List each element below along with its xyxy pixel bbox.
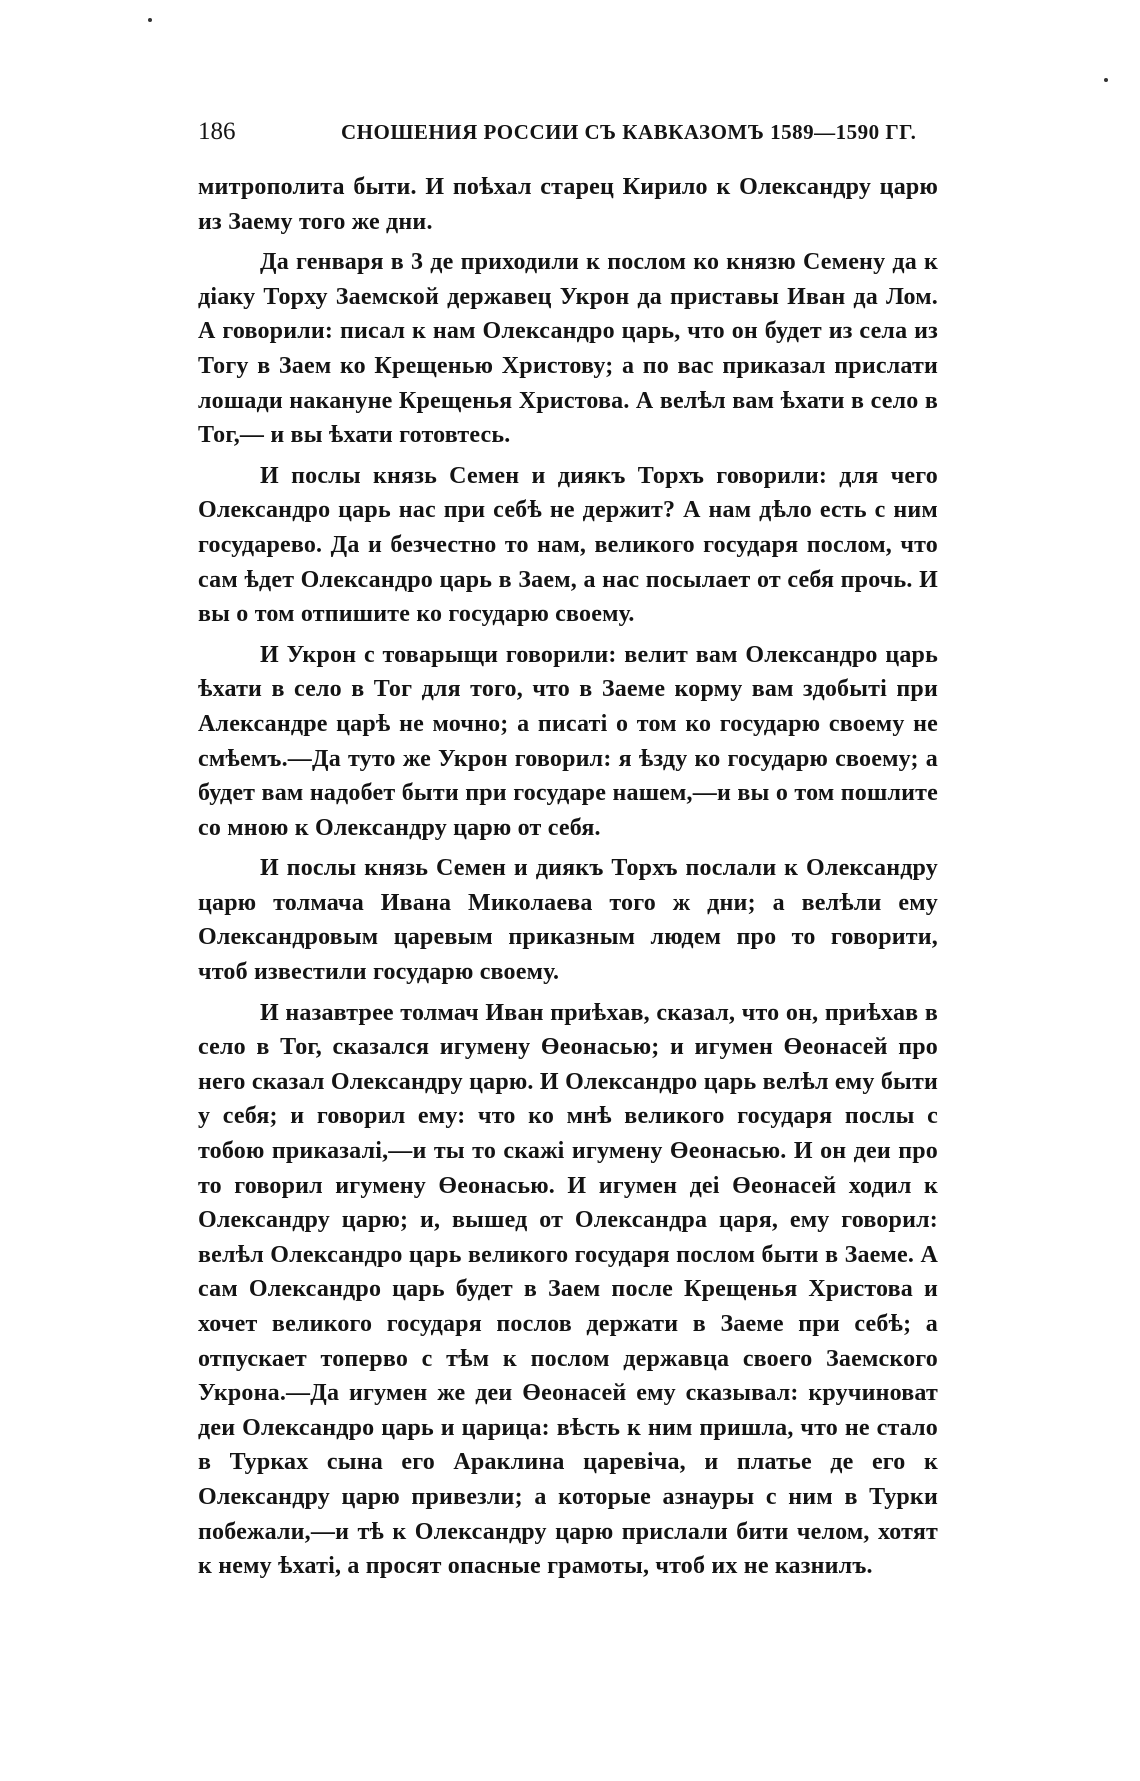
- paragraph: Да генваря в 3 де приходили к послом ко князю Семену да к діаку Торху Заемской державец Укрон да приставы Иван да Лом. А говорили: писал к нам Олександро царь, что он будет из села из Тогу в Заем ко Крещенью Христову; а по вас приказал прислати лошади накануне Крещенья Христова. А велѣл вам ѣхати в село в Тог,— и вы ѣхати готовтесь.: [198, 249, 938, 449]
- scan-speck: [1104, 78, 1108, 82]
- running-title: СНОШЕНИЯ РОССИИ СЪ КАВКАЗОМЪ 1589—1590 ГГ.: [341, 120, 917, 144]
- body-text: [198, 170, 938, 1590]
- paragraph: И послы князь Семен и диякъ Торхъ послали к Олександру царю толмача Ивана Миколаева того ж дни; а велѣли ему Олександровым царевым приказным людем про то говорити, чтоб известили государю своему.: [198, 855, 938, 986]
- paragraph-continuation: митрополита быти. И поѣхал старец Кирило к Олександру царю из Заему того же дни.: [198, 174, 938, 235]
- paragraph: И послы князь Семен и диякъ Торхъ говорили: для чего Олександро царь нас при себѣ не держит? А нам дѣло есть с ним государево. Да и безчестно то нам, великого государя послом, что сам ѣдет Олександро царь в Заем, а нас посылает от себя прочь. И вы о том отпишите ко государю своему.: [198, 462, 938, 628]
- paragraph: И Укрон с товарыщи говорили: велит вам Олександро царь ѣхати в село в Тог для того, что в Заеме корму вам здобыті при Александре царѣ не мочно; а писаті о том ко государю своему не смѣемъ.—Да туто же Укрон говорил: я ѣзду ко государю своему; а будет вам надобет быти при государе нашем,—и вы о том пошлите со мною к Олександру царю от себя.: [198, 641, 938, 841]
- page-header: [198, 118, 917, 154]
- scan-speck: [148, 18, 152, 22]
- page-number: 186: [198, 118, 236, 145]
- paragraph: И назавтрее толмач Иван приѣхав, сказал, что он, приѣхав в село в Тог, сказался игумену Өеонасью; и игумен Өеонасей про него сказал Олександру царю. И Олександро царь велѣл ему быти у себя; и говорил ему: что ко мнѣ великого государя послы с тобою приказалі,—и ты то скажі игумену Өеонасью. И он деи про то говорил игумену Өеонасью. И игумен деі Өеонасей ходил к Олександру царю; и, вышед от Олександра царя, ему говорил: велѣл Олександро царь великого государя послом быти в Заеме. А сам Олександро царь будет в Заем после Крещенья Христова и хочет великого государя послов держати в Заеме при себѣ; а отпускает топерво с тѣм к послом державца своего Заемского Укрона.—Да игумен же деи Өеонасей ему сказывал: кручиноват деи Олександро царь и царица: вѣсть к ним пришла, что не стало в Турках сына его Араклина царевіча, и платье де его к Олександру царю привезли; а которые азнауры с ним в Турки побежали,—и тѣ к Олександру царю прислали бити челом, хотят к нему ѣхаті, а просят опасные грамоты, чтоб их не казнилъ.: [198, 999, 938, 1580]
